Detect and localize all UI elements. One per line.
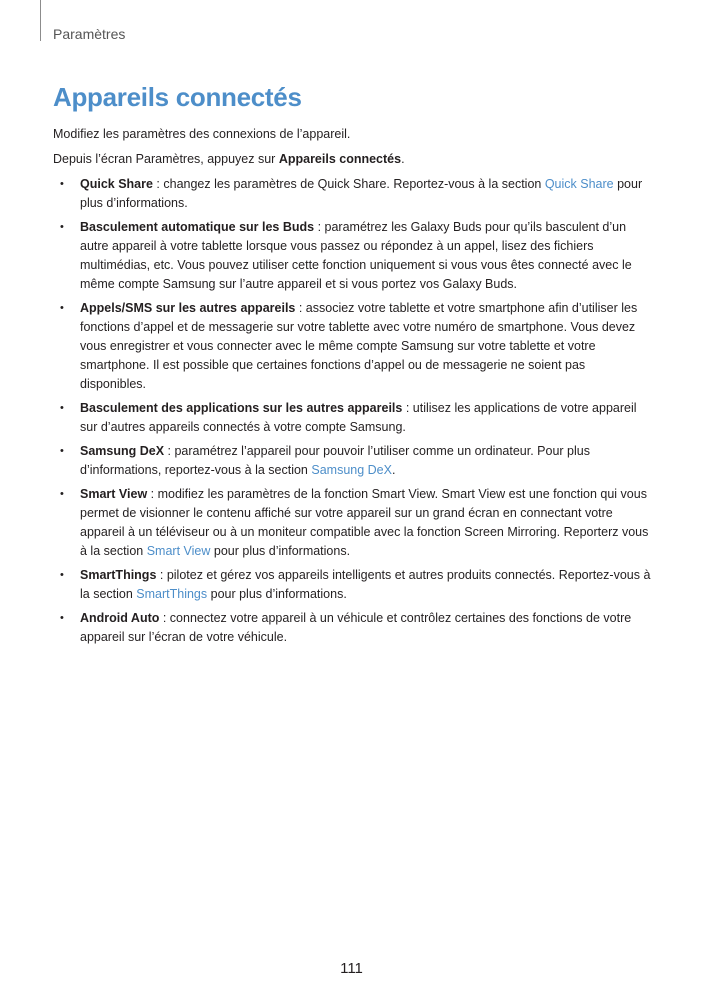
item-term: Basculement des applications sur les autres appareils <box>80 401 403 415</box>
item-description: : changez les paramètres de Quick Share. Reportez-vous à la section <box>152 177 545 191</box>
item-description: : connectez votre appareil à un véhicule et contrôlez certaines des fonctions de votre appareil sur l’écran de votre véhicule. <box>80 611 632 644</box>
item-description: : paramétrez l’appareil pour pouvoir l’utiliser comme un ordinateur. Pour plus d’informations, reportez-vous à la section <box>80 444 590 477</box>
item-description: : utilisez les applications de votre appareil sur d’autres appareils connectés à votre compte Samsung. <box>80 401 637 434</box>
list-item <box>53 218 653 294</box>
item-term: SmartThings <box>80 568 157 582</box>
section-link[interactable]: Smart View <box>146 544 211 558</box>
list-item <box>53 566 653 604</box>
section-header: Paramètres <box>53 26 126 42</box>
item-term: Basculement automatique sur les Buds <box>80 220 315 234</box>
instruction-prefix: Depuis l’écran Paramètres, appuyez sur <box>53 152 279 166</box>
item-description-end: pour plus d’informations. <box>210 544 351 558</box>
page-title: Appareils connectés <box>53 82 302 112</box>
list-item <box>53 299 653 394</box>
list-item <box>53 485 653 561</box>
list-item <box>53 609 653 647</box>
item-description-end: . <box>391 463 396 477</box>
item-term: Android Auto <box>80 611 160 625</box>
item-description-end: pour plus d’informations. <box>207 587 347 601</box>
bullet-icon: • <box>60 445 64 457</box>
item-description: : pilotez et gérez vos appareils intelligents et autres produits connectés. Reportez-vous à la section <box>80 568 651 601</box>
bullet-icon: • <box>60 221 64 233</box>
list-item <box>53 442 653 480</box>
item-description: : paramétrez les Galaxy Buds pour qu’ils basculent d’un autre appareil à votre tablette lorsque vous passez ou répondez à un appel, lisez des fichiers multimédias, etc. Vous pouvez utiliser cette fonction uniquement si vous vous êtes connecté avec le même compte Samsung sur l’autre appareil et si vous portez vos Galaxy Buds. <box>80 220 632 291</box>
page-content <box>53 125 653 652</box>
instruction-text <box>53 150 653 169</box>
bullet-icon: • <box>60 302 64 314</box>
list-item <box>53 175 653 213</box>
instruction-suffix: . <box>401 152 405 166</box>
header-rule <box>40 0 41 41</box>
item-description-end: pour plus d’informations. <box>80 177 643 210</box>
page-number: 111 <box>340 960 363 977</box>
bullet-icon: • <box>60 402 64 414</box>
list-item <box>53 399 653 437</box>
item-description: : modifiez les paramètres de la fonction Smart View. Smart View est une fonction qui vous permet de visionner le contenu affiché sur votre appareil sur un grand écran en connectant votre appareil à un téléviseur ou à un moniteur compatible avec la fonction Screen Mirroring. Reporterz vous à la section <box>80 487 649 558</box>
bullet-icon: • <box>60 612 64 624</box>
instruction-bold: Appareils connectés <box>278 152 402 166</box>
item-term: Quick Share <box>80 177 153 191</box>
item-term: Samsung DeX <box>80 444 165 458</box>
settings-list <box>53 175 653 647</box>
item-term: Appels/SMS sur les autres appareils <box>80 301 296 315</box>
item-term: Smart View <box>80 487 148 501</box>
section-link[interactable]: Quick Share <box>544 177 614 191</box>
section-link[interactable]: SmartThings <box>136 587 208 601</box>
bullet-icon: • <box>60 569 64 581</box>
section-link[interactable]: Samsung DeX <box>311 463 392 477</box>
intro-text: Modifiez les paramètres des connexions de l’appareil. <box>53 127 351 141</box>
item-description: : associez votre tablette et votre smartphone afin d’utiliser les fonctions d’appel et de messagerie sur votre tablette avec votre numéro de smartphone. Vous devez vous enregistrer et vous connecter avec le même compte Samsung sur votre tablette et votre smartphone. Il est possible que certaines fonctions d’appel ou de messagerie ne soient pas disponibles. <box>80 301 638 391</box>
bullet-icon: • <box>60 488 64 500</box>
bullet-icon: • <box>60 178 64 190</box>
